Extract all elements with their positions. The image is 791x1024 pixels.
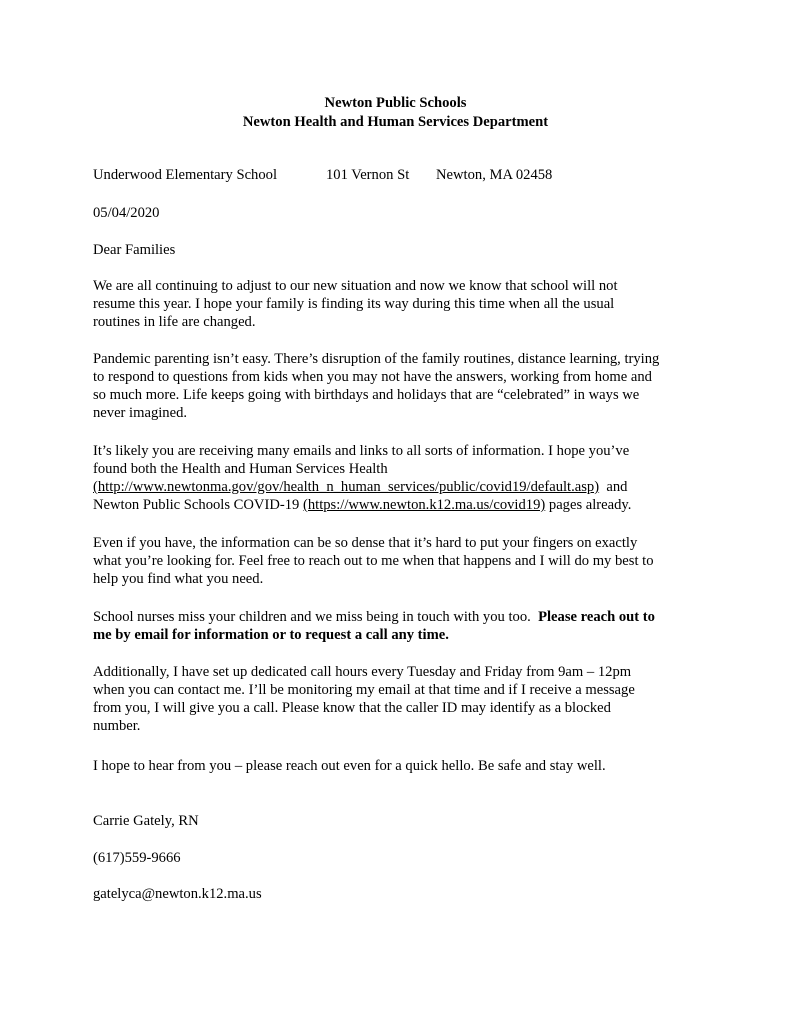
letterhead-line-1: Newton Public Schools bbox=[324, 95, 467, 111]
signature-name: Carrie Gately, RN bbox=[93, 813, 199, 829]
paragraph-1 bbox=[93, 277, 703, 331]
paragraph-2 bbox=[93, 350, 703, 422]
paragraph-4 bbox=[93, 534, 703, 588]
signature-email: gatelyca@newton.k12.ma.us bbox=[93, 886, 262, 902]
paragraph-6 bbox=[93, 663, 703, 735]
letter-date: 05/04/2020 bbox=[93, 205, 160, 221]
paragraph-line: We are all continuing to adjust to our new situation and now we know that school will not bbox=[93, 278, 618, 294]
school-city: Newton, MA 02458 bbox=[436, 167, 553, 183]
paragraph-text: Newton Public Schools COVID-19 bbox=[93, 497, 303, 513]
paragraph-line: so much more. Life keeps going with birthdays and holidays that are “celebrated” in ways we bbox=[93, 387, 640, 403]
paragraph-line: what you’re looking for. Feel free to reach out to me when that happens and I will do my best to bbox=[93, 553, 654, 569]
paragraph-line: Additionally, I have set up dedicated call hours every Tuesday and Friday from 9am – 12pm bbox=[93, 664, 632, 680]
paragraph-line bbox=[93, 626, 703, 644]
paragraph-line: routines in life are changed. bbox=[93, 314, 256, 330]
letterhead-line-2: Newton Health and Human Services Department bbox=[242, 114, 549, 130]
paragraph-line bbox=[93, 496, 703, 514]
school-name: Underwood Elementary School bbox=[93, 167, 277, 183]
salutation: Dear Families bbox=[93, 242, 176, 258]
paragraph-7 bbox=[93, 757, 703, 775]
nps-covid-link[interactable]: (https://www.newton.k12.ma.us/covid19) bbox=[302, 497, 546, 513]
paragraph-line: to respond to questions from kids when you may not have the answers, working from home and bbox=[93, 369, 652, 385]
paragraph-line: help you find what you need. bbox=[93, 571, 264, 587]
paragraph-line: never imagined. bbox=[93, 405, 188, 421]
school-street: 101 Vernon St bbox=[326, 167, 410, 183]
paragraph-text: and bbox=[599, 479, 628, 495]
bold-request: Please reach out to bbox=[538, 609, 655, 625]
paragraph-line: number. bbox=[93, 718, 141, 734]
paragraph-line: It’s likely you are receiving many emails and links to all sorts of information. I hope you’ve bbox=[93, 443, 630, 459]
paragraph-line: when you can contact me. I’ll be monitoring my email at that time and if I receive a message bbox=[93, 682, 635, 698]
paragraph-line: Even if you have, the information can be so dense that it’s hard to put your fingers on exactly bbox=[93, 535, 638, 551]
paragraph-line bbox=[93, 478, 703, 496]
paragraph-line: from you, I will give you a call. Please know that the caller ID may identify as a blocked bbox=[93, 700, 611, 716]
bold-request: me by email for information or to request a call any time. bbox=[93, 627, 449, 643]
paragraph-5 bbox=[93, 608, 703, 644]
hhs-covid-link[interactable]: (http://www.newtonma.gov/gov/health_n_human_services/public/covid19/default.asp) bbox=[93, 479, 600, 495]
paragraph-line: resume this year. I hope your family is finding its way during this time when all the usual bbox=[93, 296, 615, 312]
paragraph-3 bbox=[93, 442, 703, 514]
paragraph-text: pages already. bbox=[545, 497, 632, 513]
letterhead bbox=[0, 94, 791, 132]
paragraph-line: found both the Health and Human Services Health bbox=[93, 461, 388, 477]
signature-phone: (617)559-9666 bbox=[93, 850, 181, 866]
paragraph-text: School nurses miss your children and we miss being in touch with you too. bbox=[93, 609, 539, 625]
paragraph-line: I hope to hear from you – please reach out even for a quick hello. Be safe and stay well. bbox=[93, 758, 606, 774]
paragraph-line bbox=[93, 608, 703, 626]
paragraph-line: Pandemic parenting isn’t easy. There’s disruption of the family routines, distance learning, trying bbox=[93, 351, 660, 367]
